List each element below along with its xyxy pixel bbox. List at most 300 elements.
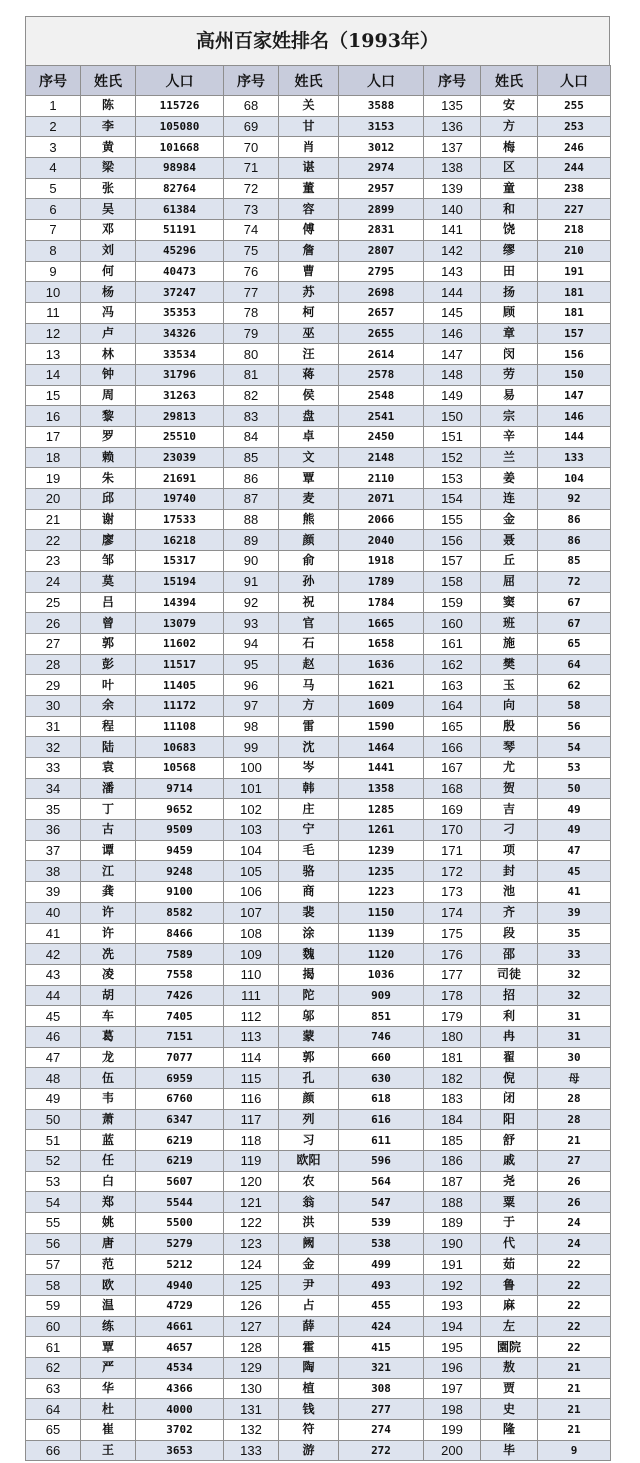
cell-surname: 招 bbox=[481, 985, 538, 1006]
header-population: 人口 bbox=[136, 66, 224, 96]
cell-surname: 邓 bbox=[81, 220, 136, 241]
cell-surname: 容 bbox=[279, 199, 339, 220]
cell-surname: 尹 bbox=[279, 1275, 339, 1296]
cell-population: 2957 bbox=[339, 178, 424, 199]
cell-rank: 119 bbox=[224, 1151, 279, 1172]
cell-rank: 198 bbox=[424, 1399, 481, 1420]
cell-population: 1120 bbox=[339, 944, 424, 965]
cell-rank: 137 bbox=[424, 137, 481, 158]
cell-surname: 柯 bbox=[279, 302, 339, 323]
cell-rank: 93 bbox=[224, 613, 279, 634]
cell-population: 9 bbox=[538, 1440, 611, 1461]
cell-rank: 46 bbox=[26, 1026, 81, 1047]
cell-surname: 韦 bbox=[81, 1089, 136, 1110]
cell-population: 21 bbox=[538, 1130, 611, 1151]
cell-population: 21 bbox=[538, 1399, 611, 1420]
cell-population: 35353 bbox=[136, 302, 224, 323]
cell-rank: 55 bbox=[26, 1213, 81, 1234]
cell-surname: 谌 bbox=[279, 158, 339, 179]
cell-surname: 茹 bbox=[481, 1254, 538, 1275]
cell-rank: 79 bbox=[224, 323, 279, 344]
cell-rank: 69 bbox=[224, 116, 279, 137]
header-surname: 姓氏 bbox=[81, 66, 136, 96]
cell-surname: 祝 bbox=[279, 592, 339, 613]
cell-rank: 86 bbox=[224, 468, 279, 489]
cell-population: 31796 bbox=[136, 364, 224, 385]
cell-surname: 童 bbox=[481, 178, 538, 199]
cell-population: 2578 bbox=[339, 364, 424, 385]
cell-population: 133 bbox=[538, 447, 611, 468]
cell-surname: 方 bbox=[279, 695, 339, 716]
cell-population: 1139 bbox=[339, 923, 424, 944]
cell-surname: 伍 bbox=[81, 1068, 136, 1089]
cell-population: 50 bbox=[538, 778, 611, 799]
cell-rank: 54 bbox=[26, 1192, 81, 1213]
cell-surname: 郭 bbox=[279, 1047, 339, 1068]
cell-rank: 9 bbox=[26, 261, 81, 282]
cell-rank: 161 bbox=[424, 633, 481, 654]
cell-surname: 贺 bbox=[481, 778, 538, 799]
cell-population: 67 bbox=[538, 613, 611, 634]
cell-rank: 162 bbox=[424, 654, 481, 675]
cell-surname: 曾 bbox=[81, 613, 136, 634]
table-row bbox=[26, 406, 611, 427]
cell-rank: 130 bbox=[224, 1378, 279, 1399]
cell-surname: 揭 bbox=[279, 964, 339, 985]
cell-population: 11172 bbox=[136, 695, 224, 716]
cell-rank: 142 bbox=[424, 240, 481, 261]
cell-population: 1235 bbox=[339, 861, 424, 882]
cell-population: 3702 bbox=[136, 1420, 224, 1441]
cell-rank: 147 bbox=[424, 344, 481, 365]
cell-surname: 黎 bbox=[81, 406, 136, 427]
cell-surname: 齐 bbox=[481, 902, 538, 923]
cell-rank: 32 bbox=[26, 737, 81, 758]
cell-rank: 160 bbox=[424, 613, 481, 634]
cell-surname: 翁 bbox=[279, 1192, 339, 1213]
cell-population: 40473 bbox=[136, 261, 224, 282]
cell-population: 15194 bbox=[136, 571, 224, 592]
cell-surname: 邱 bbox=[81, 489, 136, 510]
cell-rank: 5 bbox=[26, 178, 81, 199]
cell-surname: 封 bbox=[481, 861, 538, 882]
cell-rank: 157 bbox=[424, 551, 481, 572]
cell-population: 246 bbox=[538, 137, 611, 158]
cell-rank: 182 bbox=[424, 1068, 481, 1089]
cell-population: 538 bbox=[339, 1233, 424, 1254]
table-row bbox=[26, 840, 611, 861]
table-row bbox=[26, 799, 611, 820]
table-row bbox=[26, 1109, 611, 1130]
cell-population: 3012 bbox=[339, 137, 424, 158]
cell-population: 3588 bbox=[339, 96, 424, 117]
cell-surname: 扬 bbox=[481, 282, 538, 303]
cell-rank: 12 bbox=[26, 323, 81, 344]
cell-surname: 农 bbox=[279, 1171, 339, 1192]
cell-surname: 俞 bbox=[279, 551, 339, 572]
cell-population: 104 bbox=[538, 468, 611, 489]
cell-rank: 88 bbox=[224, 509, 279, 530]
cell-surname: 章 bbox=[481, 323, 538, 344]
cell-surname: 马 bbox=[279, 675, 339, 696]
cell-population: 2040 bbox=[339, 530, 424, 551]
cell-population: 29813 bbox=[136, 406, 224, 427]
cell-rank: 74 bbox=[224, 220, 279, 241]
cell-surname: 郑 bbox=[81, 1192, 136, 1213]
cell-population: 8582 bbox=[136, 902, 224, 923]
table-row bbox=[26, 178, 611, 199]
cell-rank: 58 bbox=[26, 1275, 81, 1296]
cell-population: 9714 bbox=[136, 778, 224, 799]
top-margin bbox=[0, 0, 640, 15]
cell-rank: 110 bbox=[224, 964, 279, 985]
cell-rank: 185 bbox=[424, 1130, 481, 1151]
cell-population: 9100 bbox=[136, 882, 224, 903]
cell-population: 86 bbox=[538, 530, 611, 551]
cell-population: 33534 bbox=[136, 344, 224, 365]
cell-rank: 49 bbox=[26, 1089, 81, 1110]
cell-population: 37247 bbox=[136, 282, 224, 303]
cell-population: 499 bbox=[339, 1254, 424, 1275]
cell-surname: 项 bbox=[481, 840, 538, 861]
cell-surname: 史 bbox=[481, 1399, 538, 1420]
table-row bbox=[26, 302, 611, 323]
cell-population: 1150 bbox=[339, 902, 424, 923]
cell-population: 39 bbox=[538, 902, 611, 923]
cell-population: 596 bbox=[339, 1151, 424, 1172]
cell-rank: 53 bbox=[26, 1171, 81, 1192]
cell-surname: 代 bbox=[481, 1233, 538, 1254]
cell-population: 2110 bbox=[339, 468, 424, 489]
cell-population: 5607 bbox=[136, 1171, 224, 1192]
cell-rank: 148 bbox=[424, 364, 481, 385]
cell-rank: 63 bbox=[26, 1378, 81, 1399]
cell-rank: 27 bbox=[26, 633, 81, 654]
cell-rank: 19 bbox=[26, 468, 81, 489]
cell-population: 4000 bbox=[136, 1399, 224, 1420]
cell-rank: 42 bbox=[26, 944, 81, 965]
cell-surname: 沈 bbox=[279, 737, 339, 758]
table-row bbox=[26, 571, 611, 592]
cell-rank: 50 bbox=[26, 1109, 81, 1130]
cell-surname: 班 bbox=[481, 613, 538, 634]
cell-population: 255 bbox=[538, 96, 611, 117]
cell-rank: 33 bbox=[26, 758, 81, 779]
cell-rank: 179 bbox=[424, 1006, 481, 1027]
cell-population: 21 bbox=[538, 1420, 611, 1441]
table-row bbox=[26, 1378, 611, 1399]
cell-surname: 许 bbox=[81, 902, 136, 923]
cell-rank: 90 bbox=[224, 551, 279, 572]
cell-surname: 蒙 bbox=[279, 1026, 339, 1047]
table-row bbox=[26, 364, 611, 385]
table-row bbox=[26, 261, 611, 282]
cell-surname: 洪 bbox=[279, 1213, 339, 1234]
cell-surname: 崔 bbox=[81, 1420, 136, 1441]
cell-rank: 158 bbox=[424, 571, 481, 592]
cell-surname: 兰 bbox=[481, 447, 538, 468]
cell-rank: 154 bbox=[424, 489, 481, 510]
cell-surname: 练 bbox=[81, 1316, 136, 1337]
cell-surname: 于 bbox=[481, 1213, 538, 1234]
cell-population: 564 bbox=[339, 1171, 424, 1192]
table-row bbox=[26, 1316, 611, 1337]
cell-population: 277 bbox=[339, 1399, 424, 1420]
cell-surname: 程 bbox=[81, 716, 136, 737]
cell-surname: 阳 bbox=[481, 1109, 538, 1130]
cell-population: 5279 bbox=[136, 1233, 224, 1254]
cell-population: 21 bbox=[538, 1357, 611, 1378]
cell-rank: 136 bbox=[424, 116, 481, 137]
cell-population: 1285 bbox=[339, 799, 424, 820]
table-row bbox=[26, 1254, 611, 1275]
cell-population: 6959 bbox=[136, 1068, 224, 1089]
table-row bbox=[26, 530, 611, 551]
cell-population: 2795 bbox=[339, 261, 424, 282]
cell-rank: 28 bbox=[26, 654, 81, 675]
cell-surname: 聂 bbox=[481, 530, 538, 551]
cell-population: 28 bbox=[538, 1089, 611, 1110]
cell-population: 3153 bbox=[339, 116, 424, 137]
cell-rank: 167 bbox=[424, 758, 481, 779]
cell-surname: 金 bbox=[481, 509, 538, 530]
cell-rank: 41 bbox=[26, 923, 81, 944]
cell-rank: 70 bbox=[224, 137, 279, 158]
cell-rank: 189 bbox=[424, 1213, 481, 1234]
cell-surname: 颜 bbox=[279, 1089, 339, 1110]
cell-surname: 顾 bbox=[481, 302, 538, 323]
cell-rank: 39 bbox=[26, 882, 81, 903]
cell-rank: 200 bbox=[424, 1440, 481, 1461]
cell-population: 14394 bbox=[136, 592, 224, 613]
cell-surname: 李 bbox=[81, 116, 136, 137]
table-row bbox=[26, 923, 611, 944]
cell-population: 611 bbox=[339, 1130, 424, 1151]
cell-surname: 欧阳 bbox=[279, 1151, 339, 1172]
cell-surname: 谭 bbox=[81, 840, 136, 861]
table-row bbox=[26, 509, 611, 530]
cell-surname: 华 bbox=[81, 1378, 136, 1399]
cell-surname: 鲁 bbox=[481, 1275, 538, 1296]
cell-rank: 186 bbox=[424, 1151, 481, 1172]
cell-population: 272 bbox=[339, 1440, 424, 1461]
cell-population: 92 bbox=[538, 489, 611, 510]
cell-population: 49 bbox=[538, 820, 611, 841]
cell-population: 27 bbox=[538, 1151, 611, 1172]
cell-surname: 玉 bbox=[481, 675, 538, 696]
table-row bbox=[26, 468, 611, 489]
cell-surname: 倪 bbox=[481, 1068, 538, 1089]
table-row bbox=[26, 882, 611, 903]
cell-population: 2614 bbox=[339, 344, 424, 365]
cell-population: 86 bbox=[538, 509, 611, 530]
cell-population: 33 bbox=[538, 944, 611, 965]
cell-rank: 173 bbox=[424, 882, 481, 903]
cell-population: 7558 bbox=[136, 964, 224, 985]
cell-population: 72 bbox=[538, 571, 611, 592]
cell-population: 4661 bbox=[136, 1316, 224, 1337]
cell-population: 2698 bbox=[339, 282, 424, 303]
cell-rank: 98 bbox=[224, 716, 279, 737]
table-row bbox=[26, 695, 611, 716]
cell-surname: 宗 bbox=[481, 406, 538, 427]
cell-population: 2899 bbox=[339, 199, 424, 220]
cell-surname: 朱 bbox=[81, 468, 136, 489]
cell-surname: 赵 bbox=[279, 654, 339, 675]
cell-surname: 谢 bbox=[81, 509, 136, 530]
cell-population: 5212 bbox=[136, 1254, 224, 1275]
cell-surname: 颜 bbox=[279, 530, 339, 551]
cell-rank: 180 bbox=[424, 1026, 481, 1047]
cell-population: 1918 bbox=[339, 551, 424, 572]
cell-population: 67 bbox=[538, 592, 611, 613]
cell-rank: 14 bbox=[26, 364, 81, 385]
cell-rank: 133 bbox=[224, 1440, 279, 1461]
cell-surname: 龚 bbox=[81, 882, 136, 903]
cell-surname: 麻 bbox=[481, 1295, 538, 1316]
cell-surname: 丘 bbox=[481, 551, 538, 572]
cell-population: 618 bbox=[339, 1089, 424, 1110]
cell-surname: 池 bbox=[481, 882, 538, 903]
cell-rank: 193 bbox=[424, 1295, 481, 1316]
table-row bbox=[26, 1171, 611, 1192]
cell-surname: 连 bbox=[481, 489, 538, 510]
cell-rank: 177 bbox=[424, 964, 481, 985]
cell-population: 6219 bbox=[136, 1130, 224, 1151]
cell-population: 22 bbox=[538, 1275, 611, 1296]
cell-population: 22 bbox=[538, 1295, 611, 1316]
cell-population: 11517 bbox=[136, 654, 224, 675]
cell-surname: 向 bbox=[481, 695, 538, 716]
cell-population: 49 bbox=[538, 799, 611, 820]
cell-rank: 91 bbox=[224, 571, 279, 592]
cell-population: 11405 bbox=[136, 675, 224, 696]
table-row bbox=[26, 282, 611, 303]
cell-rank: 104 bbox=[224, 840, 279, 861]
cell-rank: 44 bbox=[26, 985, 81, 1006]
cell-surname: 裴 bbox=[279, 902, 339, 923]
cell-population: 191 bbox=[538, 261, 611, 282]
cell-rank: 97 bbox=[224, 695, 279, 716]
cell-surname: 麦 bbox=[279, 489, 339, 510]
cell-surname: 盘 bbox=[279, 406, 339, 427]
cell-rank: 153 bbox=[424, 468, 481, 489]
cell-rank: 16 bbox=[26, 406, 81, 427]
table-row bbox=[26, 427, 611, 448]
cell-rank: 170 bbox=[424, 820, 481, 841]
cell-surname: 钟 bbox=[81, 364, 136, 385]
cell-surname: 陶 bbox=[279, 1357, 339, 1378]
cell-surname: 赖 bbox=[81, 447, 136, 468]
cell-rank: 59 bbox=[26, 1295, 81, 1316]
cell-surname: 傅 bbox=[279, 220, 339, 241]
cell-rank: 140 bbox=[424, 199, 481, 220]
cell-population: 47 bbox=[538, 840, 611, 861]
cell-surname: 符 bbox=[279, 1420, 339, 1441]
surname-table bbox=[25, 65, 611, 1461]
cell-population: 181 bbox=[538, 282, 611, 303]
cell-population: 156 bbox=[538, 344, 611, 365]
cell-surname: 巫 bbox=[279, 323, 339, 344]
cell-surname: 范 bbox=[81, 1254, 136, 1275]
cell-population: 45 bbox=[538, 861, 611, 882]
cell-population: 308 bbox=[339, 1378, 424, 1399]
cell-rank: 176 bbox=[424, 944, 481, 965]
cell-rank: 8 bbox=[26, 240, 81, 261]
cell-population: 1239 bbox=[339, 840, 424, 861]
cell-rank: 10 bbox=[26, 282, 81, 303]
cell-rank: 80 bbox=[224, 344, 279, 365]
cell-rank: 73 bbox=[224, 199, 279, 220]
cell-surname: 严 bbox=[81, 1357, 136, 1378]
cell-population: 1789 bbox=[339, 571, 424, 592]
cell-population: 32 bbox=[538, 985, 611, 1006]
cell-surname: 蒋 bbox=[279, 364, 339, 385]
cell-rank: 145 bbox=[424, 302, 481, 323]
cell-surname: 欧 bbox=[81, 1275, 136, 1296]
cell-rank: 21 bbox=[26, 509, 81, 530]
cell-rank: 26 bbox=[26, 613, 81, 634]
header-rank: 序号 bbox=[424, 66, 481, 96]
cell-surname: 江 bbox=[81, 861, 136, 882]
cell-population: 547 bbox=[339, 1192, 424, 1213]
cell-surname: 琴 bbox=[481, 737, 538, 758]
cell-rank: 123 bbox=[224, 1233, 279, 1254]
cell-population: 1609 bbox=[339, 695, 424, 716]
cell-rank: 60 bbox=[26, 1316, 81, 1337]
cell-population: 8466 bbox=[136, 923, 224, 944]
cell-rank: 96 bbox=[224, 675, 279, 696]
cell-rank: 184 bbox=[424, 1109, 481, 1130]
cell-population: 455 bbox=[339, 1295, 424, 1316]
cell-rank: 106 bbox=[224, 882, 279, 903]
cell-population: 909 bbox=[339, 985, 424, 1006]
cell-rank: 2 bbox=[26, 116, 81, 137]
cell-rank: 190 bbox=[424, 1233, 481, 1254]
cell-population: 53 bbox=[538, 758, 611, 779]
cell-population: 4657 bbox=[136, 1337, 224, 1358]
cell-rank: 89 bbox=[224, 530, 279, 551]
cell-rank: 144 bbox=[424, 282, 481, 303]
cell-surname: 敖 bbox=[481, 1357, 538, 1378]
cell-surname: 游 bbox=[279, 1440, 339, 1461]
cell-surname: 车 bbox=[81, 1006, 136, 1027]
table-row bbox=[26, 1295, 611, 1316]
cell-rank: 120 bbox=[224, 1171, 279, 1192]
cell-population: 2657 bbox=[339, 302, 424, 323]
cell-rank: 65 bbox=[26, 1420, 81, 1441]
cell-population: 660 bbox=[339, 1047, 424, 1068]
cell-surname: 隆 bbox=[481, 1420, 538, 1441]
cell-surname: 闭 bbox=[481, 1089, 538, 1110]
cell-rank: 51 bbox=[26, 1130, 81, 1151]
cell-surname: 韩 bbox=[279, 778, 339, 799]
cell-surname: 詹 bbox=[279, 240, 339, 261]
cell-surname: 熊 bbox=[279, 509, 339, 530]
cell-surname: 陈 bbox=[81, 96, 136, 117]
cell-surname: 张 bbox=[81, 178, 136, 199]
table-row bbox=[26, 1026, 611, 1047]
table-row bbox=[26, 240, 611, 261]
table-row bbox=[26, 1130, 611, 1151]
cell-rank: 92 bbox=[224, 592, 279, 613]
cell-population: 1636 bbox=[339, 654, 424, 675]
cell-surname: 肖 bbox=[279, 137, 339, 158]
cell-rank: 109 bbox=[224, 944, 279, 965]
cell-population: 16218 bbox=[136, 530, 224, 551]
cell-surname: 刘 bbox=[81, 240, 136, 261]
cell-population: 1464 bbox=[339, 737, 424, 758]
